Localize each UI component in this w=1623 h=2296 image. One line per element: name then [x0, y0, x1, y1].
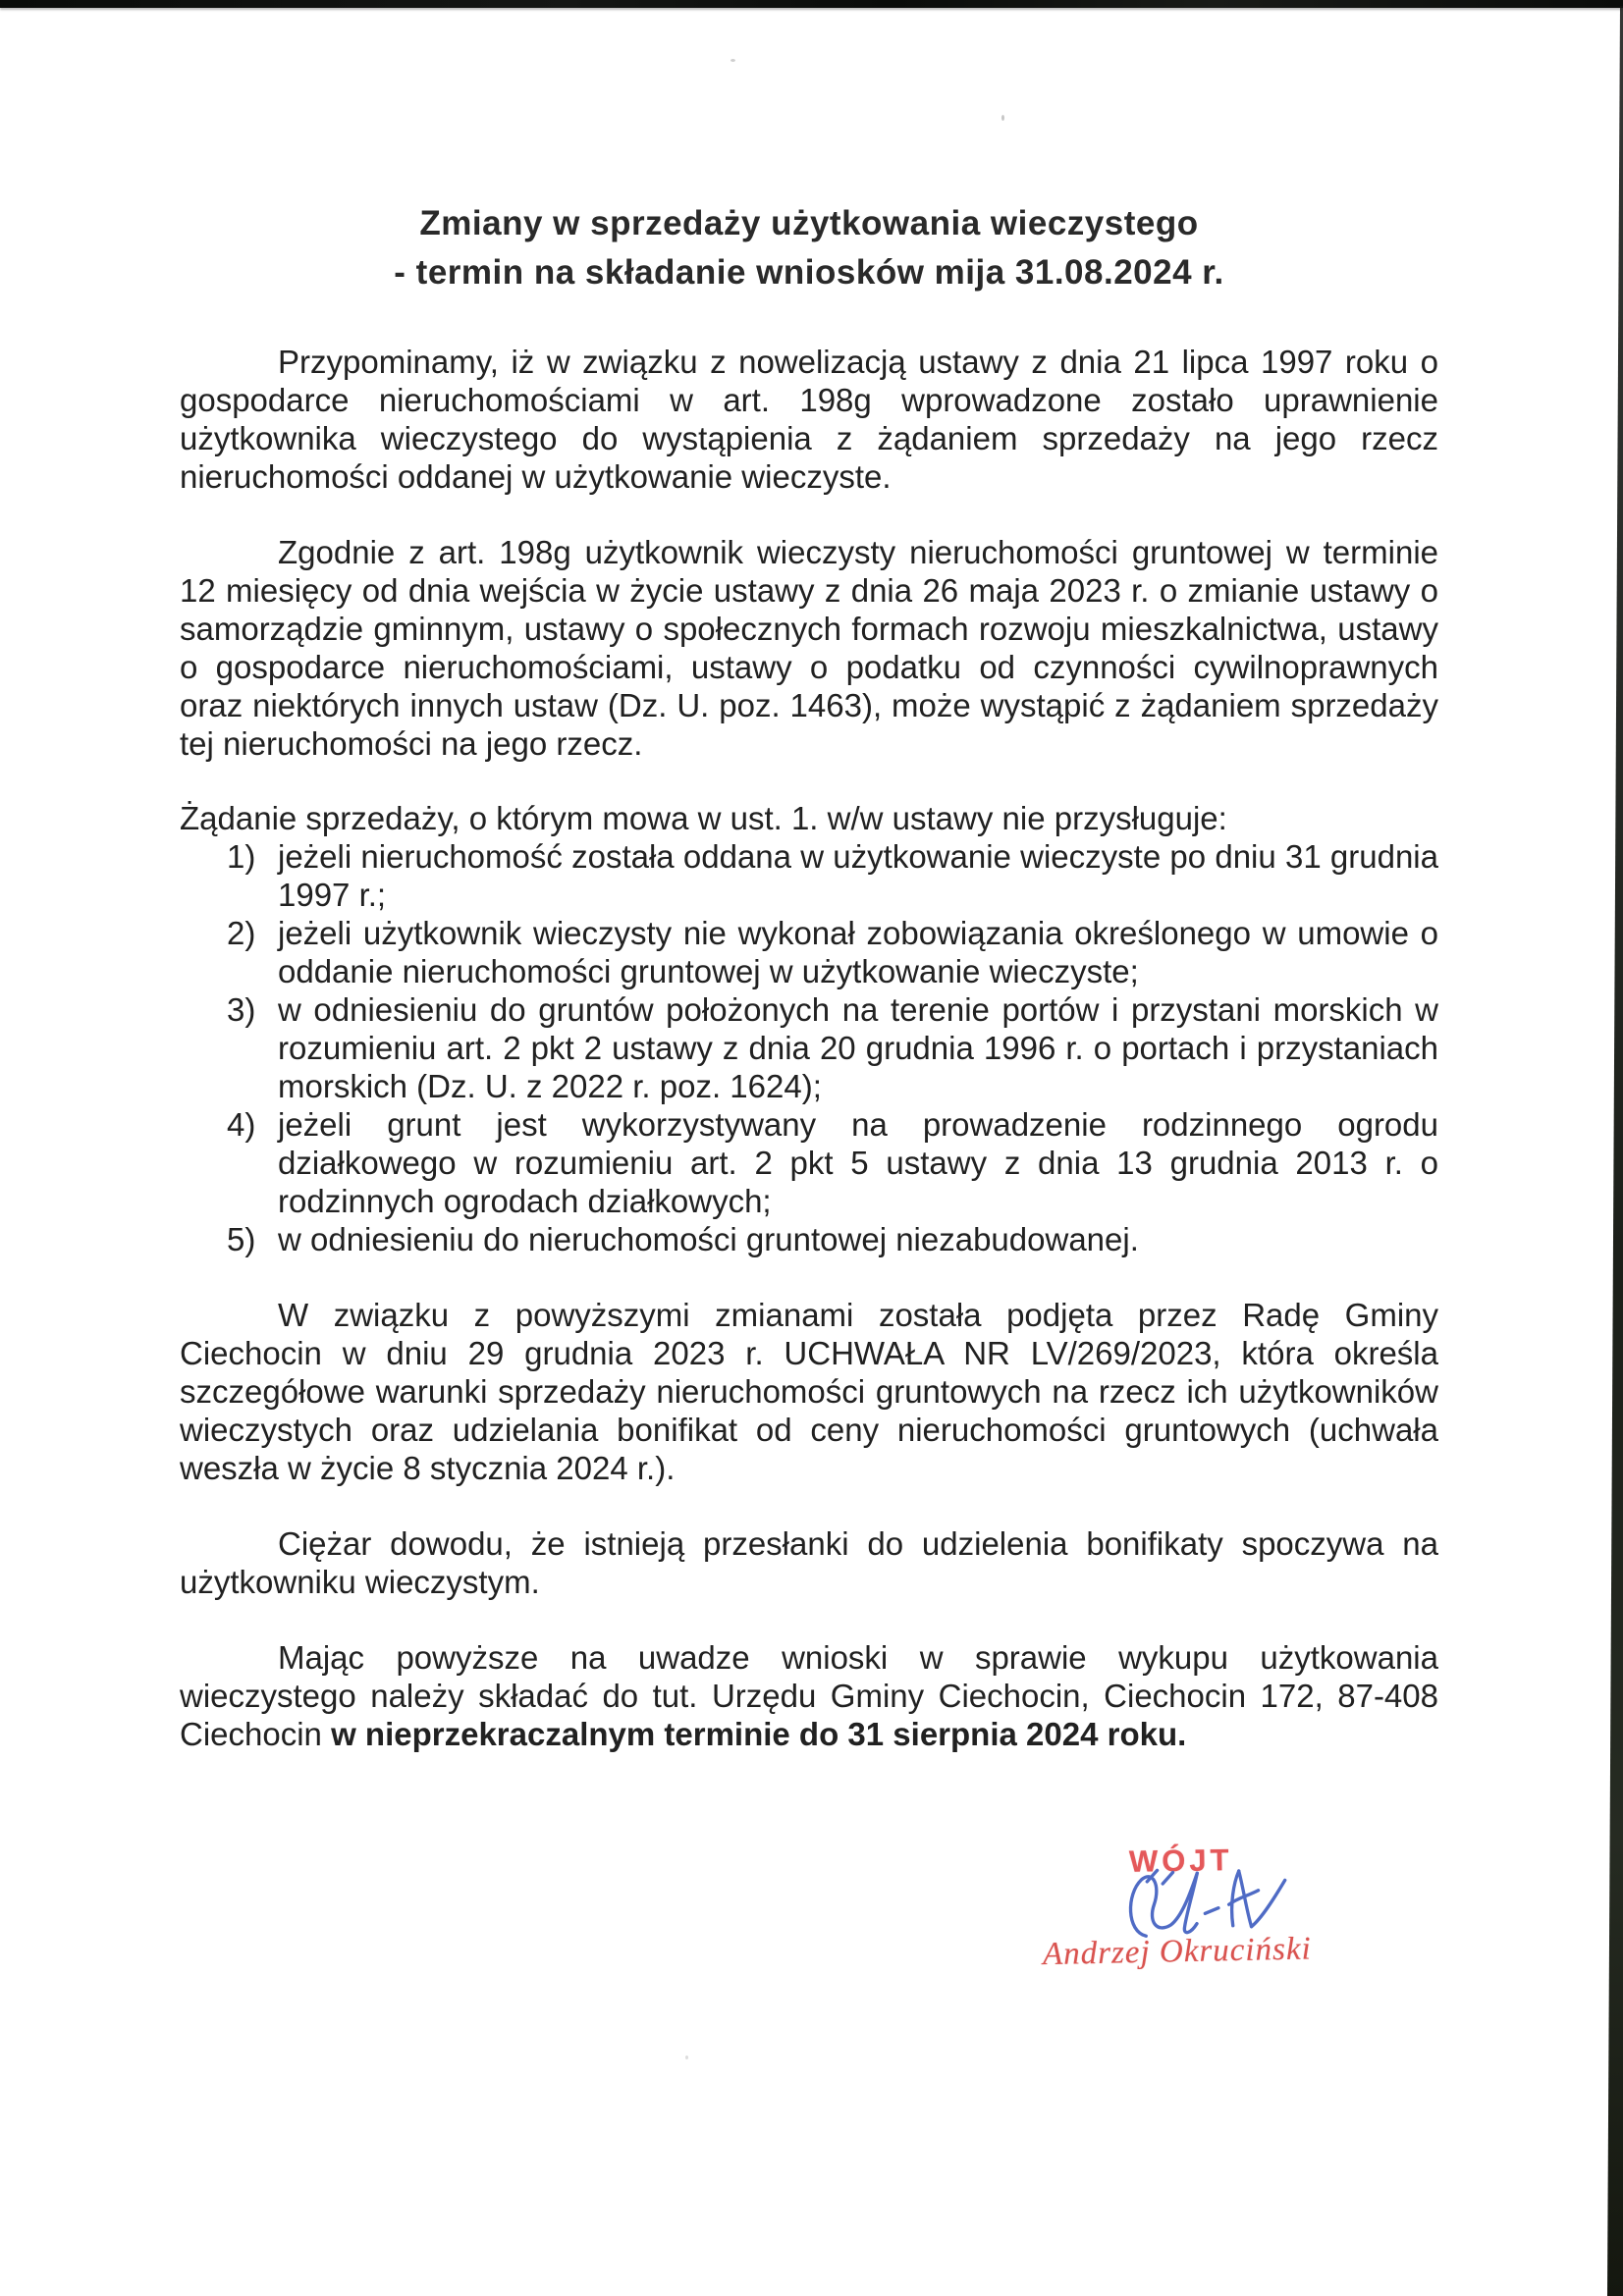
list-item: [180, 1220, 1438, 1258]
item-number: 5): [227, 1221, 256, 1257]
list-item: [180, 990, 1438, 1105]
list-item: [180, 837, 1438, 914]
mayor-stamp-label: WÓJT: [1128, 1842, 1233, 1879]
item-number: 2): [227, 915, 256, 951]
paragraph-deadline: [180, 1638, 1438, 1753]
signature-block: [1021, 1843, 1345, 1991]
deadline-regular-text: Mając powyższe na uwadze wnioski w sprawie wykupu użytkowania wieczystego należy składać do tut. Urzędu Gminy Ciechocin, Ciechocin 172, 87-408 Ciechocin: [180, 1639, 1438, 1752]
exclusions-list: [180, 837, 1438, 1258]
item-number: 1): [227, 838, 256, 875]
document-title: [180, 199, 1438, 297]
item-text: w odniesieniu do nieruchomości gruntowej niezabudowanej.: [278, 1221, 1139, 1257]
item-text: jeżeli użytkownik wieczysty nie wykonał zobowiązania określonego w umowie o oddanie nieruchomości gruntowej w użytkowanie wieczyste;: [278, 915, 1438, 989]
deadline-bold-text: w nieprzekraczalnym terminie do 31 sierpnia 2024 roku.: [331, 1716, 1187, 1752]
title-line-2: - termin na składanie wniosków mija 31.08.2024 r.: [394, 253, 1224, 292]
document-content: [180, 0, 1438, 1753]
exclusions-intro: Żądanie sprzedaży, o którym mowa w ust. 1. w/w ustawy nie przysługuje:: [180, 800, 1227, 836]
paragraph-resolution: W związku z powyższymi zmianami została podjęta przez Radę Gminy Ciechocin w dniu 29 grudnia 2023 r. UCHWAŁA NR LV/269/2023, która określa szczegółowe warunki sprzedaży nieruchomości gruntowych na rzecz ich użytkowników wieczystych oraz udzielania bonifikat od ceny nieruchomości gruntowych (uchwała weszła w życie 8 stycznia 2024 r.).: [180, 1297, 1438, 1486]
scan-speck: [685, 2056, 688, 2059]
item-text: jeżeli nieruchomość została oddana w użytkowanie wieczyste po dniu 31 grudnia 1997 r.;: [278, 838, 1438, 913]
list-item: [180, 1105, 1438, 1220]
paragraph-burden-of-proof: Ciężar dowodu, że istnieją przesłanki do udzielenia bonifikaty spoczywa na użytkowniku wieczystym.: [180, 1525, 1438, 1600]
item-number: 3): [227, 991, 256, 1028]
list-item: [180, 914, 1438, 990]
item-text: jeżeli grunt jest wykorzystywany na prowadzenie rodzinnego ogrodu działkowego w rozumieniu art. 2 pkt 5 ustawy z dnia 13 grudnia 2013 r. o rodzinnych ogrodach działkowych;: [278, 1106, 1438, 1219]
paragraph-reminder: Przypominamy, iż w związku z nowelizacją ustawy z dnia 21 lipca 1997 roku o gospodarce nieruchomościami w art. 198g wprowadzone zostało uprawnienie użytkownika wieczystego do wystąpienia z żądaniem sprzedaży na jego rzecz nieruchomości oddanej w użytkowanie wieczyste.: [180, 344, 1438, 495]
item-text: w odniesieniu do gruntów położonych na terenie portów i przystani morskich w rozumieniu art. 2 pkt 2 ustawy z dnia 20 grudnia 1996 r. o portach i przystaniach morskich (Dz. U. z 2022 r. poz. 1624);: [278, 991, 1438, 1104]
signatory-name: Andrzej Okruciński: [1042, 1931, 1313, 1973]
scan-right-edge: [1607, 6, 1623, 2296]
title-line-1: Zmiany w sprzedaży użytkowania wieczystego: [419, 204, 1199, 242]
item-number: 4): [227, 1106, 256, 1143]
paragraph-legal-basis: Zgodnie z art. 198g użytkownik wieczysty nieruchomości gruntowej w terminie 12 miesięcy od dnia wejścia w życie ustawy z dnia 26 maja 2023 r. o zmianie ustawy o samorządzie gminnym, ustawy o społecznych formach rozwoju mieszkalnictwa, ustawy o gospodarce nieruchomościami, ustawy o podatku od czynności cywilnoprawnych oraz niektórych innych ustaw (Dz. U. poz. 1463), może wystąpić z żądaniem sprzedaży tej nieruchomości na jego rzecz.: [180, 534, 1438, 762]
